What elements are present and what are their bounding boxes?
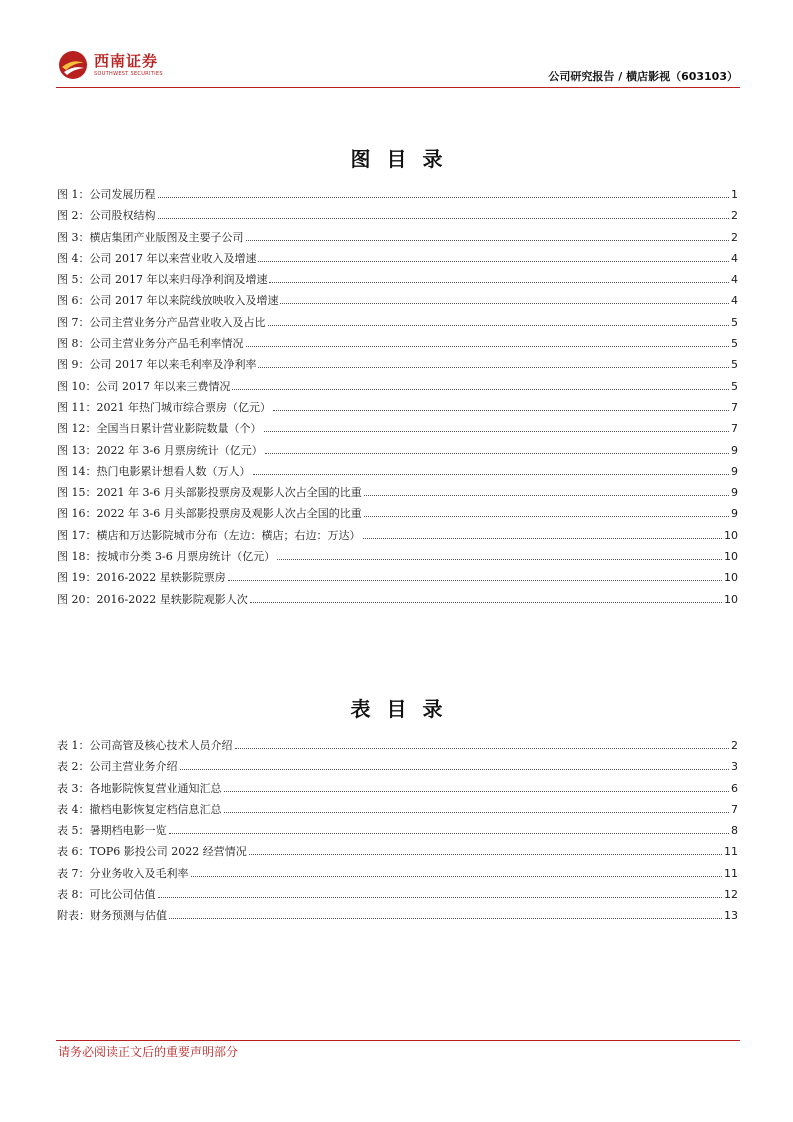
toc-entry-page: 9 (731, 486, 738, 500)
report-title: 公司研究报告 / 横店影视（603103） (548, 70, 738, 83)
toc-entry[interactable] (57, 271, 738, 292)
toc-entry-page: 2 (731, 739, 738, 752)
toc-entry-page: 7 (731, 802, 738, 816)
toc-entry-page: 11 (724, 866, 738, 880)
toc-entry[interactable] (57, 250, 738, 271)
toc-entry-label: 图 13：2022 年 3-6 月票房统计（亿元） (57, 443, 263, 457)
tables-toc-title: 表目录 (350, 697, 459, 721)
toc-entry[interactable] (57, 780, 738, 801)
toc-dot-leader (158, 217, 730, 219)
toc-entry[interactable] (57, 907, 738, 928)
toc-entry-page: 9 (731, 443, 738, 457)
toc-entry-label: 表 7：分业务收入及毛利率 (57, 866, 189, 880)
toc-dot-leader (158, 196, 730, 198)
toc-entry-page: 2 (731, 209, 738, 223)
toc-entry[interactable] (57, 886, 738, 907)
toc-entry[interactable] (57, 548, 738, 569)
toc-entry-page: 9 (731, 507, 738, 521)
toc-dot-leader (180, 768, 730, 770)
toc-entry-label: 表 8：可比公司估值 (57, 888, 156, 902)
toc-dot-leader (277, 558, 722, 560)
toc-entry-label: 图 15：2021 年 3-6 月头部影投票房及观影人次占全国的比重 (57, 486, 362, 500)
toc-entry[interactable] (57, 186, 738, 207)
toc-entry-label: 图 16：2022 年 3-6 月头部影投票房及观影人次占全国的比重 (57, 507, 362, 521)
footer-divider (56, 1040, 740, 1041)
toc-entry[interactable] (57, 314, 738, 335)
toc-dot-leader (246, 239, 730, 241)
toc-entry[interactable] (57, 737, 738, 758)
toc-entry-label: 表 1：公司高管及核心技术人员介绍 (57, 739, 233, 752)
toc-entry[interactable] (57, 229, 738, 250)
toc-entry-label: 图 10：公司 2017 年以来三费情况 (57, 379, 231, 393)
toc-dot-leader (224, 790, 730, 792)
toc-dot-leader (364, 515, 729, 517)
toc-entry-page: 2 (731, 230, 738, 244)
toc-entry-label: 表 5：暑期档电影一览 (57, 824, 167, 838)
toc-entry-page: 8 (731, 824, 738, 838)
toc-entry[interactable] (57, 843, 738, 864)
toc-entry-label: 图 7：公司主营业务分产品营业收入及占比 (57, 315, 266, 329)
toc-dot-leader (169, 832, 730, 834)
toc-dot-leader (280, 302, 729, 304)
toc-entry-page: 11 (724, 845, 738, 859)
toc-dot-leader (250, 601, 722, 603)
toc-dot-leader (273, 409, 729, 411)
toc-dot-leader (249, 853, 722, 855)
toc-entry-page: 7 (731, 400, 738, 414)
toc-entry-page: 9 (731, 464, 738, 478)
toc-entry[interactable] (57, 758, 738, 779)
toc-entry-label: 图 17：横店和万达影院城市分布（左边：横店；右边：万达） (57, 528, 361, 542)
toc-dot-leader (269, 281, 729, 283)
toc-dot-leader (169, 917, 722, 919)
toc-dot-leader (253, 473, 730, 475)
figures-toc-list (57, 186, 738, 612)
toc-entry-label: 表 4：撤档电影恢复定档信息汇总 (57, 802, 222, 816)
toc-dot-leader (268, 324, 730, 326)
toc-entry-page: 6 (731, 781, 738, 795)
toc-entry[interactable] (57, 569, 738, 590)
toc-entry-label: 图 12：全国当日累计营业影院数量（个） (57, 422, 262, 436)
toc-entry[interactable] (57, 505, 738, 526)
toc-entry-label: 图 20：2016-2022 星轶影院观影人次 (57, 592, 248, 606)
toc-dot-leader (258, 366, 729, 368)
toc-entry[interactable] (57, 822, 738, 843)
toc-entry[interactable] (57, 356, 738, 377)
toc-entry[interactable] (57, 378, 738, 399)
toc-dot-leader (258, 260, 729, 262)
logo-name-cn: 西南证券 (94, 52, 159, 70)
toc-entry-label: 图 9：公司 2017 年以来毛利率及净利率 (57, 358, 257, 372)
toc-dot-leader (191, 875, 723, 877)
toc-entry-label: 图 19：2016-2022 星轶影院票房 (57, 571, 226, 585)
toc-entry[interactable] (57, 399, 738, 420)
logo-name-en: SOUTHWEST SECURITIES (94, 71, 163, 77)
toc-entry-label: 图 11：2021 年热门城市综合票房（亿元） (57, 400, 271, 414)
figures-toc-title: 图目录 (350, 147, 459, 171)
toc-entry-page: 5 (731, 315, 738, 329)
company-logo (56, 48, 196, 84)
toc-entry-page: 5 (731, 379, 738, 393)
toc-entry-label: 表 3：各地影院恢复营业通知汇总 (57, 781, 222, 795)
toc-entry[interactable] (57, 463, 738, 484)
toc-dot-leader (235, 747, 730, 749)
toc-entry[interactable] (57, 292, 738, 313)
toc-entry-page: 4 (731, 294, 738, 308)
toc-entry-page: 10 (724, 528, 738, 542)
toc-entry[interactable] (57, 442, 738, 463)
toc-entry-label: 图 3：横店集团产业版图及主要子公司 (57, 230, 244, 244)
toc-dot-leader (364, 494, 729, 496)
toc-entry-label: 图 1：公司发展历程 (57, 188, 156, 201)
toc-dot-leader (158, 896, 723, 898)
toc-dot-leader (228, 579, 722, 581)
toc-entry[interactable] (57, 335, 738, 356)
header-divider (56, 87, 740, 88)
toc-entry[interactable] (57, 865, 738, 886)
toc-dot-leader (232, 388, 729, 390)
toc-entry[interactable] (57, 484, 738, 505)
toc-entry-label: 附表：财务预测与估值 (57, 909, 167, 923)
toc-dot-leader (265, 452, 729, 454)
toc-entry-label: 图 14：热门电影累计想看人数（万人） (57, 464, 251, 478)
toc-entry-page: 4 (731, 273, 738, 287)
toc-dot-leader (246, 345, 730, 347)
toc-entry-page: 10 (724, 592, 738, 606)
toc-entry[interactable] (57, 527, 738, 548)
toc-entry-label: 图 4：公司 2017 年以来营业收入及增速 (57, 251, 257, 265)
toc-entry-page: 3 (731, 760, 738, 774)
toc-entry[interactable] (57, 207, 738, 228)
toc-entry-label: 图 6：公司 2017 年以来院线放映收入及增速 (57, 294, 279, 308)
toc-entry-label: 图 5：公司 2017 年以来归母净利润及增速 (57, 273, 268, 287)
toc-entry-page: 1 (731, 188, 738, 201)
toc-entry-page: 4 (731, 251, 738, 265)
toc-entry[interactable] (57, 420, 738, 441)
toc-entry-label: 表 2：公司主营业务介绍 (57, 760, 178, 774)
toc-dot-leader (224, 811, 730, 813)
toc-dot-leader (264, 430, 730, 432)
tables-toc-list (57, 737, 738, 929)
toc-entry-label: 表 6：TOP6 影投公司 2022 经营情况 (57, 845, 247, 859)
toc-entry-label: 图 2：公司股权结构 (57, 209, 156, 223)
toc-entry-page: 7 (731, 422, 738, 436)
toc-entry[interactable] (57, 591, 738, 612)
toc-entry-page: 13 (724, 909, 738, 923)
southwest-securities-logo-icon (58, 50, 88, 80)
toc-entry-page: 10 (724, 571, 738, 585)
page-header (56, 40, 740, 90)
toc-entry-page: 12 (724, 888, 738, 902)
footer-notice: 请务必阅读正文后的重要声明部分 (58, 1045, 239, 1059)
toc-entry-page: 5 (731, 337, 738, 351)
toc-entry[interactable] (57, 801, 738, 822)
toc-entry-page: 5 (731, 358, 738, 372)
toc-entry-label: 图 18：按城市分类 3-6 月票房统计（亿元） (57, 550, 276, 564)
toc-dot-leader (363, 537, 723, 539)
toc-entry-page: 10 (724, 550, 738, 564)
toc-entry-label: 图 8：公司主营业务分产品毛利率情况 (57, 337, 244, 351)
